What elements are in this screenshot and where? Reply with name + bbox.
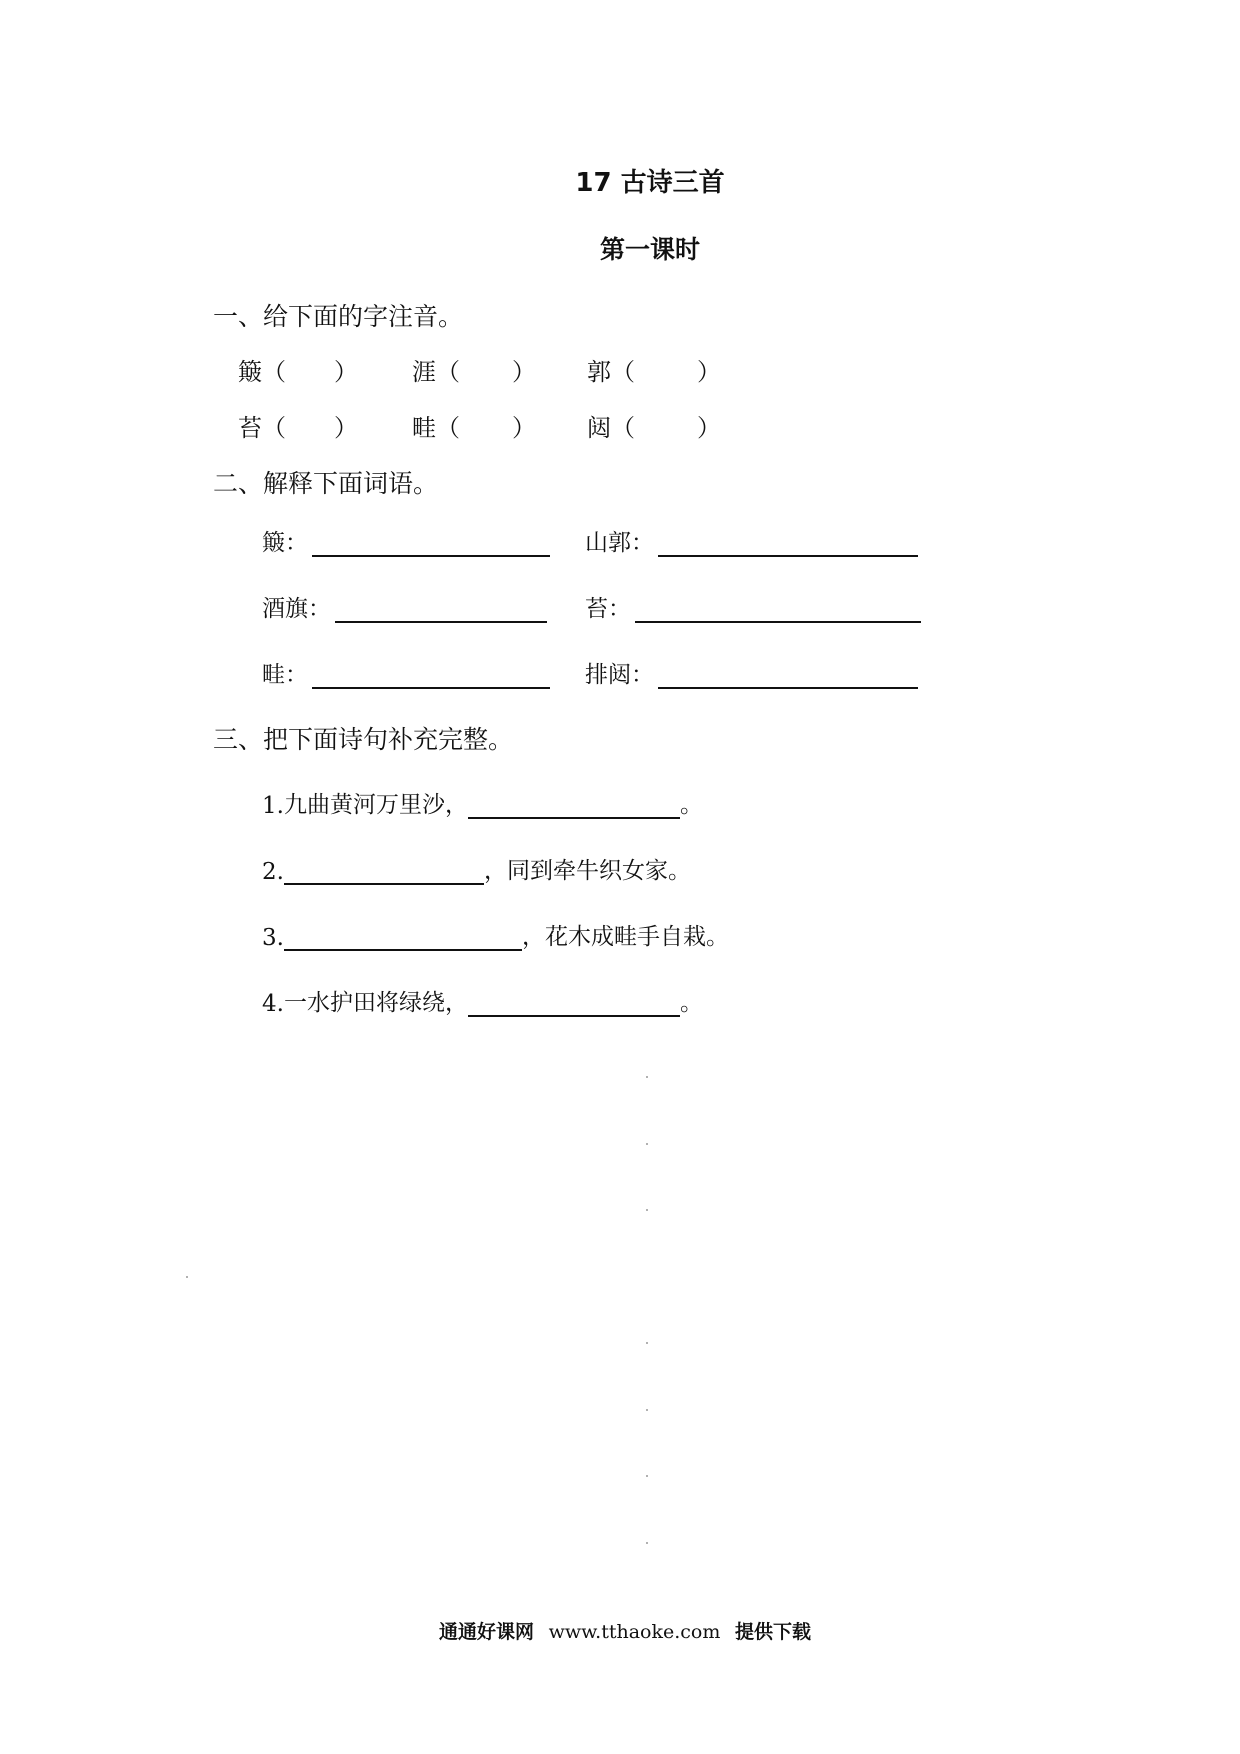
pinyin-item	[587, 408, 721, 443]
pinyin-item	[587, 352, 721, 387]
vocab-label: 排闼：	[585, 662, 654, 688]
vocab-answer-line[interactable]	[312, 661, 550, 689]
section1-heading: 一、给下面的字注音。	[213, 302, 464, 331]
vocab-answer-line[interactable]	[335, 595, 547, 623]
pinyin-char: 闼	[587, 414, 611, 442]
pinyin-item	[238, 352, 358, 387]
pinyin-char: 郭	[587, 358, 611, 386]
footer-url-link[interactable]: www.tthaoke.com	[548, 1621, 721, 1643]
paren-close: ）	[697, 358, 721, 386]
page-title: 17 古诗三首	[575, 168, 725, 198]
footer-suffix: 提供下载	[735, 1621, 812, 1643]
vocab-item	[585, 656, 918, 689]
vocab-label: 山郭：	[585, 530, 654, 556]
poem-blank[interactable]	[468, 791, 680, 819]
vocab-answer-line[interactable]	[658, 529, 918, 557]
pinyin-char: 畦	[412, 414, 436, 442]
vocab-label: 簸：	[262, 530, 308, 556]
poem-line	[262, 786, 703, 819]
vocab-label: 畦：	[262, 662, 308, 688]
poem-number: 2.	[262, 859, 284, 885]
paren-open: （	[262, 414, 286, 442]
pinyin-char: 簸	[238, 358, 262, 386]
vocab-item	[262, 524, 550, 557]
vocab-answer-line[interactable]	[658, 661, 918, 689]
poem-text-before: 一水护田将绿绕，	[283, 990, 468, 1016]
paren-close: ）	[697, 414, 721, 442]
paren-open: （	[611, 358, 635, 386]
paren-close: ）	[334, 414, 358, 442]
scan-dot	[646, 1209, 648, 1211]
pinyin-char: 涯	[412, 358, 436, 386]
vocab-item	[585, 590, 921, 623]
page-subtitle: 第一课时	[599, 235, 700, 264]
poem-line	[262, 852, 691, 885]
vocab-item	[585, 524, 918, 557]
section3-heading: 三、把下面诗句补充完整。	[213, 725, 514, 754]
paren-open: （	[262, 358, 286, 386]
pinyin-item	[412, 408, 536, 443]
scan-dot	[646, 1475, 648, 1477]
poem-number: 4.	[262, 991, 284, 1017]
paren-close: ）	[512, 358, 536, 386]
poem-line	[262, 918, 729, 951]
poem-number: 3.	[262, 925, 284, 951]
poem-number: 1.	[262, 793, 284, 819]
pinyin-item	[412, 352, 536, 387]
scan-dot	[646, 1542, 648, 1544]
poem-text-after: 。	[679, 792, 703, 818]
pinyin-char: 苔	[238, 414, 262, 442]
paren-close: ）	[334, 358, 358, 386]
scan-dot	[646, 1409, 648, 1411]
paren-open: （	[436, 358, 460, 386]
vocab-answer-line[interactable]	[312, 529, 550, 557]
scan-dot	[646, 1342, 648, 1344]
footer-site-name: 通通好课网	[438, 1621, 534, 1643]
paren-close: ）	[512, 414, 536, 442]
poem-line	[262, 984, 703, 1017]
poem-text-after: ，同到牵牛织女家。	[483, 858, 691, 884]
scan-dot	[646, 1076, 648, 1078]
poem-text-before: 九曲黄河万里沙，	[283, 792, 468, 818]
poem-blank[interactable]	[284, 857, 484, 885]
poem-text-after: ，花木成畦手自栽。	[521, 924, 729, 950]
poem-text-after: 。	[679, 990, 703, 1016]
scan-dot	[186, 1276, 188, 1278]
footer	[0, 1617, 1240, 1644]
paren-open: （	[436, 414, 460, 442]
vocab-item	[262, 590, 547, 623]
pinyin-item	[238, 408, 358, 443]
section2-heading: 二、解释下面词语。	[213, 469, 439, 498]
paren-open: （	[611, 414, 635, 442]
vocab-label: 酒旗：	[262, 596, 331, 622]
scan-dot	[646, 1143, 648, 1145]
vocab-item	[262, 656, 550, 689]
poem-blank[interactable]	[284, 923, 522, 951]
poem-blank[interactable]	[468, 989, 680, 1017]
vocab-answer-line[interactable]	[635, 595, 921, 623]
vocab-label: 苔：	[585, 596, 631, 622]
